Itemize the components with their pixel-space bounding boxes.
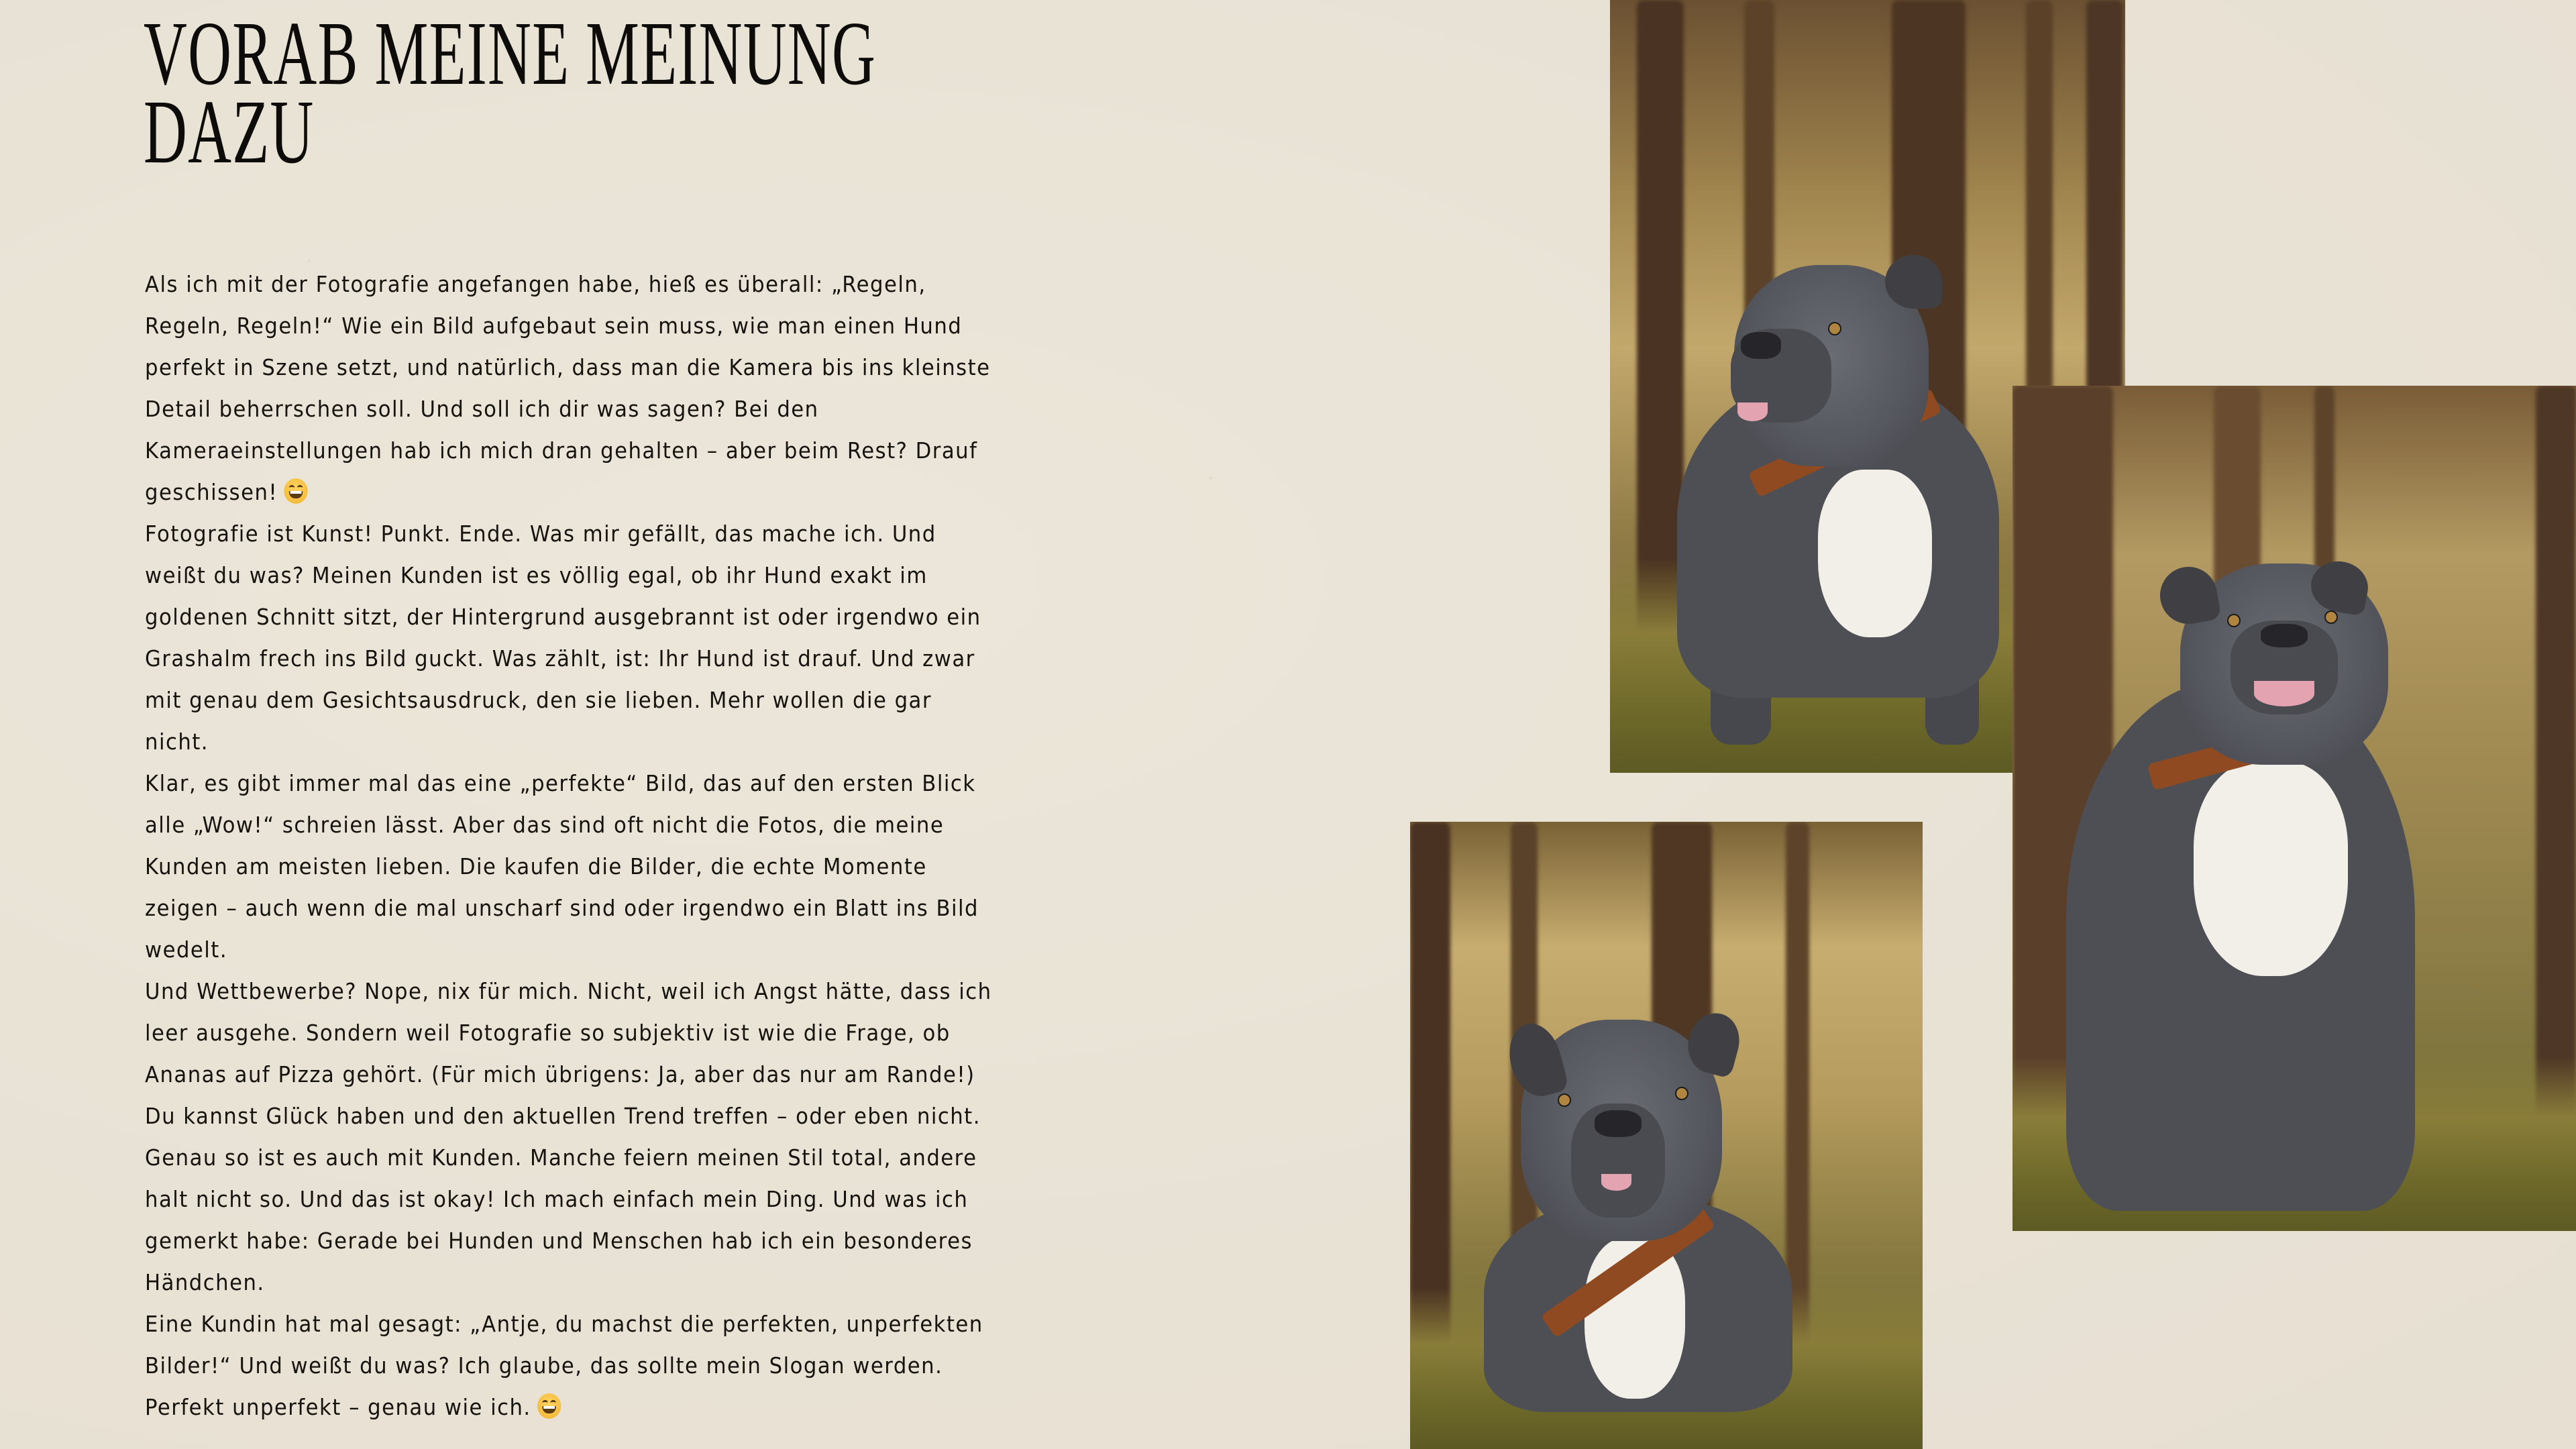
body-line: [145, 846, 1118, 888]
body-line-text: gemerkt habe: Gerade bei Hunden und Menschen hab ich ein besonderes: [145, 1228, 973, 1254]
body-line-text: Eine Kundin hat mal gesagt: „Antje, du machst die perfekten, unperfekten: [145, 1311, 983, 1337]
body-line: [145, 555, 1118, 596]
body-line: [145, 596, 1118, 638]
page-title-line-2: DAZU: [144, 82, 315, 182]
photo-dog-sitting: [2012, 386, 2576, 1231]
body-line: [145, 1387, 1118, 1428]
body-line-text: Regeln, Regeln!“ Wie ein Bild aufgebaut sein muss, wie man einen Hund: [145, 313, 963, 339]
body-line: [145, 264, 1118, 305]
body-line: [145, 680, 1118, 721]
body-line-text: Perfekt unperfekt – genau wie ich.: [145, 1394, 531, 1420]
body-line-text: Du kannst Glück haben und den aktuellen Trend treffen – oder eben nicht.: [145, 1103, 981, 1129]
body-line: [145, 888, 1118, 929]
body-line: [145, 1137, 1118, 1179]
body-line-text: weißt du was? Meinen Kunden ist es völlig egal, ob ihr Hund exakt im: [145, 562, 928, 588]
body-line-text: Und Wettbewerbe? Nope, nix für mich. Nicht, weil ich Angst hätte, dass ich: [145, 978, 992, 1004]
body-line: [145, 638, 1118, 680]
body-line: [145, 1262, 1118, 1303]
body-line: [145, 1220, 1118, 1262]
body-line-text: goldenen Schnitt sitzt, der Hintergrund ausgebrannt ist oder irgendwo ein: [145, 604, 981, 630]
body-line-text: wedelt.: [145, 936, 228, 963]
page-title: [144, 3, 877, 182]
body-line-text: Detail beherrschen soll. Und soll ich dir was sagen? Bei den: [145, 396, 819, 422]
body-line: [145, 1054, 1118, 1095]
body-line-text: Kunden am meisten lieben. Die kaufen die Bilder, die echte Momente: [145, 853, 927, 879]
body-line-text: Händchen.: [145, 1269, 265, 1295]
body-line: [145, 929, 1118, 971]
photo-dog-lying: [1410, 822, 1923, 1449]
body-line-text: Fotografie ist Kunst! Punkt. Ende. Was mir gefällt, das mache ich. Und: [145, 521, 936, 547]
body-line-text: alle „Wow!“ schreien lässt. Aber das sind oft nicht die Fotos, die meine: [145, 812, 945, 838]
body-line: [145, 388, 1118, 430]
grinning-face-emoji-icon: [284, 478, 307, 504]
body-line: [145, 721, 1118, 763]
body-line-text: zeigen – auch wenn die mal unscharf sind oder irgendwo ein Blatt ins Bild: [145, 895, 979, 921]
body-line: [145, 305, 1118, 347]
body-line-text: leer ausgehe. Sondern weil Fotografie so subjektiv ist wie die Frage, ob: [145, 1020, 951, 1046]
page-title-line-1: VORAB MEINE MEINUNG: [144, 3, 877, 104]
body-line: [145, 1012, 1118, 1054]
body-line-text: Ananas auf Pizza gehört. (Für mich übrigens: Ja, aber das nur am Rande!): [145, 1061, 975, 1087]
body-line: [145, 971, 1118, 1012]
body-line: [145, 347, 1118, 388]
body-line: [145, 763, 1118, 804]
body-line: [145, 472, 1118, 513]
article-body: [145, 264, 1191, 1428]
body-line-text: Klar, es gibt immer mal das eine „perfekte“ Bild, das auf den ersten Blick: [145, 770, 976, 796]
body-line-text: perfekt in Szene setzt, und natürlich, dass man die Kamera bis ins kleinste: [145, 354, 991, 380]
body-line: [145, 1095, 1118, 1137]
body-line-text: Grashalm frech ins Bild guckt. Was zählt, ist: Ihr Hund ist drauf. Und zwar: [145, 645, 975, 672]
body-line-text: halt nicht so. Und das ist okay! Ich mach einfach mein Ding. Und was ich: [145, 1186, 969, 1212]
body-line: [145, 1303, 1118, 1345]
grinning-face-emoji-icon: [537, 1393, 561, 1419]
body-line: [145, 1345, 1118, 1387]
dog-figure: [2012, 386, 2576, 1231]
body-line: [145, 513, 1118, 555]
dog-figure: [1410, 822, 1923, 1449]
body-line-text: Kameraeinstellungen hab ich mich dran gehalten – aber beim Rest? Drauf: [145, 437, 978, 464]
body-line-text: Genau so ist es auch mit Kunden. Manche feiern meinen Stil total, andere: [145, 1144, 977, 1171]
body-line-text: geschissen!: [145, 479, 278, 505]
body-line: [145, 1179, 1118, 1220]
body-line: [145, 430, 1118, 472]
body-line: [145, 804, 1118, 846]
body-line-text: Bilder!“ Und weißt du was? Ich glaube, das sollte mein Slogan werden.: [145, 1352, 943, 1379]
body-line-text: Als ich mit der Fotografie angefangen habe, hieß es überall: „Regeln,: [145, 271, 926, 297]
body-line-text: mit genau dem Gesichtsausdruck, den sie lieben. Mehr wollen die gar: [145, 687, 932, 713]
body-line-text: nicht.: [145, 729, 209, 755]
